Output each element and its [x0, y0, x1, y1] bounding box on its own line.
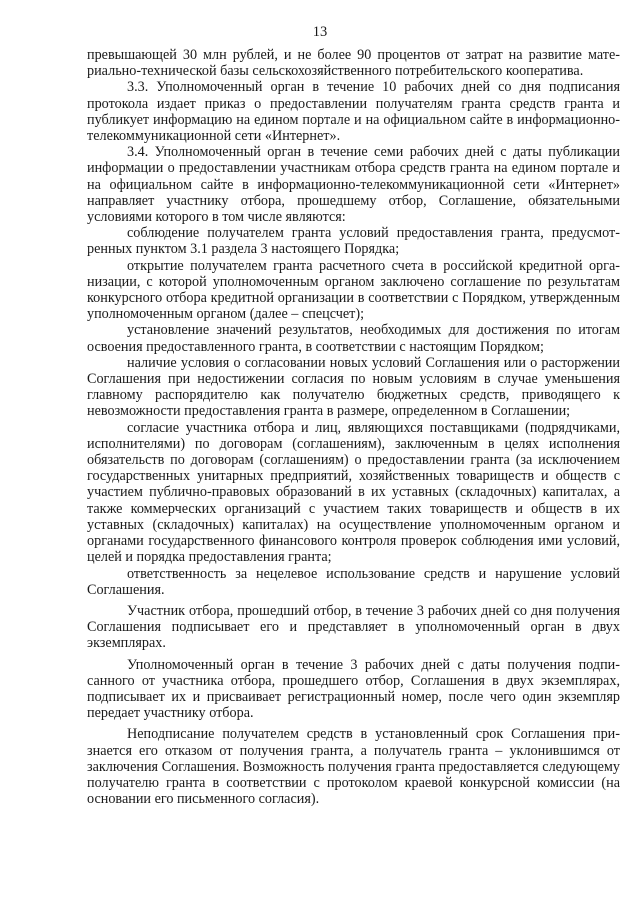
paragraph-signing: Участник отбора, прошедший отбор, в течение 3 рабочих дней со дня получения Соглашения подписывает его и представляет в уполномоченный орган в двух экземплярах.: [87, 602, 620, 652]
list-item-account-opening: открытие получателем гранта расчетного счета в российской кредитной организации, с которой уполномоченным органом заключено соглашение по результатам конкурсного отбора кредитной организации в соответствии с Порядком, утвержденным уполномоченным органом (далее – спецсчет);: [87, 257, 620, 323]
paragraph-continuation: превышающей 30 млн рублей, и не более 90 процентов от затрат на развитие материально-технической базы сельскохозяйственного потребительского кооператива.: [87, 47, 620, 80]
list-item-responsibility: ответственность за нецелевое использование средств и нарушение условий Соглашения.: [87, 565, 620, 598]
document-body: [87, 47, 620, 807]
list-item-consent: согласие участника отбора и лиц, являющихся поставщиками (подрядчиками, исполнителями) по договорам (соглашениям), заключенным в целях исполнения обязательств по договорам (соглашениям) о предоставлении гранта (за исключением государственных унитарных предприятий, хозяйственных товариществ и обществ с участием публично-правовых образований в их уставных (складочных) капиталах, а также коммерческих организаций с участием таких товариществ и обществ в их уставных (складочных) капиталах) на осуществление уполномоченным органом и органами государственного финансового контроля проверок соблюдения ими условий, целей и порядка предоставления гранта;: [87, 419, 620, 566]
paragraph-refusal: Неподписание получателем средств в установленный срок Соглашения признается его отказом от получения гранта, а получатель гранта – уклонившимся от заключения Соглашения. Возможность получения гранта предоставляется следующему получателю гранта в соответствии с протоколом краевой конкурсной комиссии (на основании его письменного согласия).: [87, 726, 620, 808]
page-number: 13: [312, 24, 328, 40]
list-item-compliance: соблюдение получателем гранта условий предоставления гранта, предусмотренных пунктом 3.1 раздела 3 настоящего Порядка;: [87, 225, 620, 258]
list-item-results: установление значений результатов, необходимых для достижения по итогам освоения предоставленного гранта, в соответствии с настоящим Порядком;: [87, 322, 620, 355]
paragraph-registration: Уполномоченный орган в течение 3 рабочих дней с даты получения подписанного от участника отбора, прошедшего отбор, Соглашения в двух экземплярах, подписывает их и присваивает регистрационный номер, после чего один экземпляр передает участнику отбора.: [87, 656, 620, 722]
paragraph-3-3: 3.3. Уполномоченный орган в течение 10 рабочих дней со дня подписания протокола издает приказ о предоставлении получателям гранта средств гранта и публикует информацию на едином портале и на официальном сайте в информационно-телекоммуникационной сети «Интернет».: [87, 79, 620, 145]
list-item-agreement-terms: наличие условия о согласовании новых условий Соглашения или о расторжении Соглашения при недостижении согласия по новым условиям в случае уменьшения главному распорядителю как получателю бюджетных средств, приводящего к невозможности предоставления гранта в размере, определенном в Соглашении;: [87, 354, 620, 420]
paragraph-3-4: 3.4. Уполномоченный орган в течение семи рабочих дней с даты публикации информации о предоставлении участникам отбора средств гранта на едином портале и на официальном сайте в информационно-телекоммуникационной сети «Интернет» направляет участнику отбора, прошедшему отбор, Соглашение, обязательными условиями которого в том числе являются:: [87, 144, 620, 226]
